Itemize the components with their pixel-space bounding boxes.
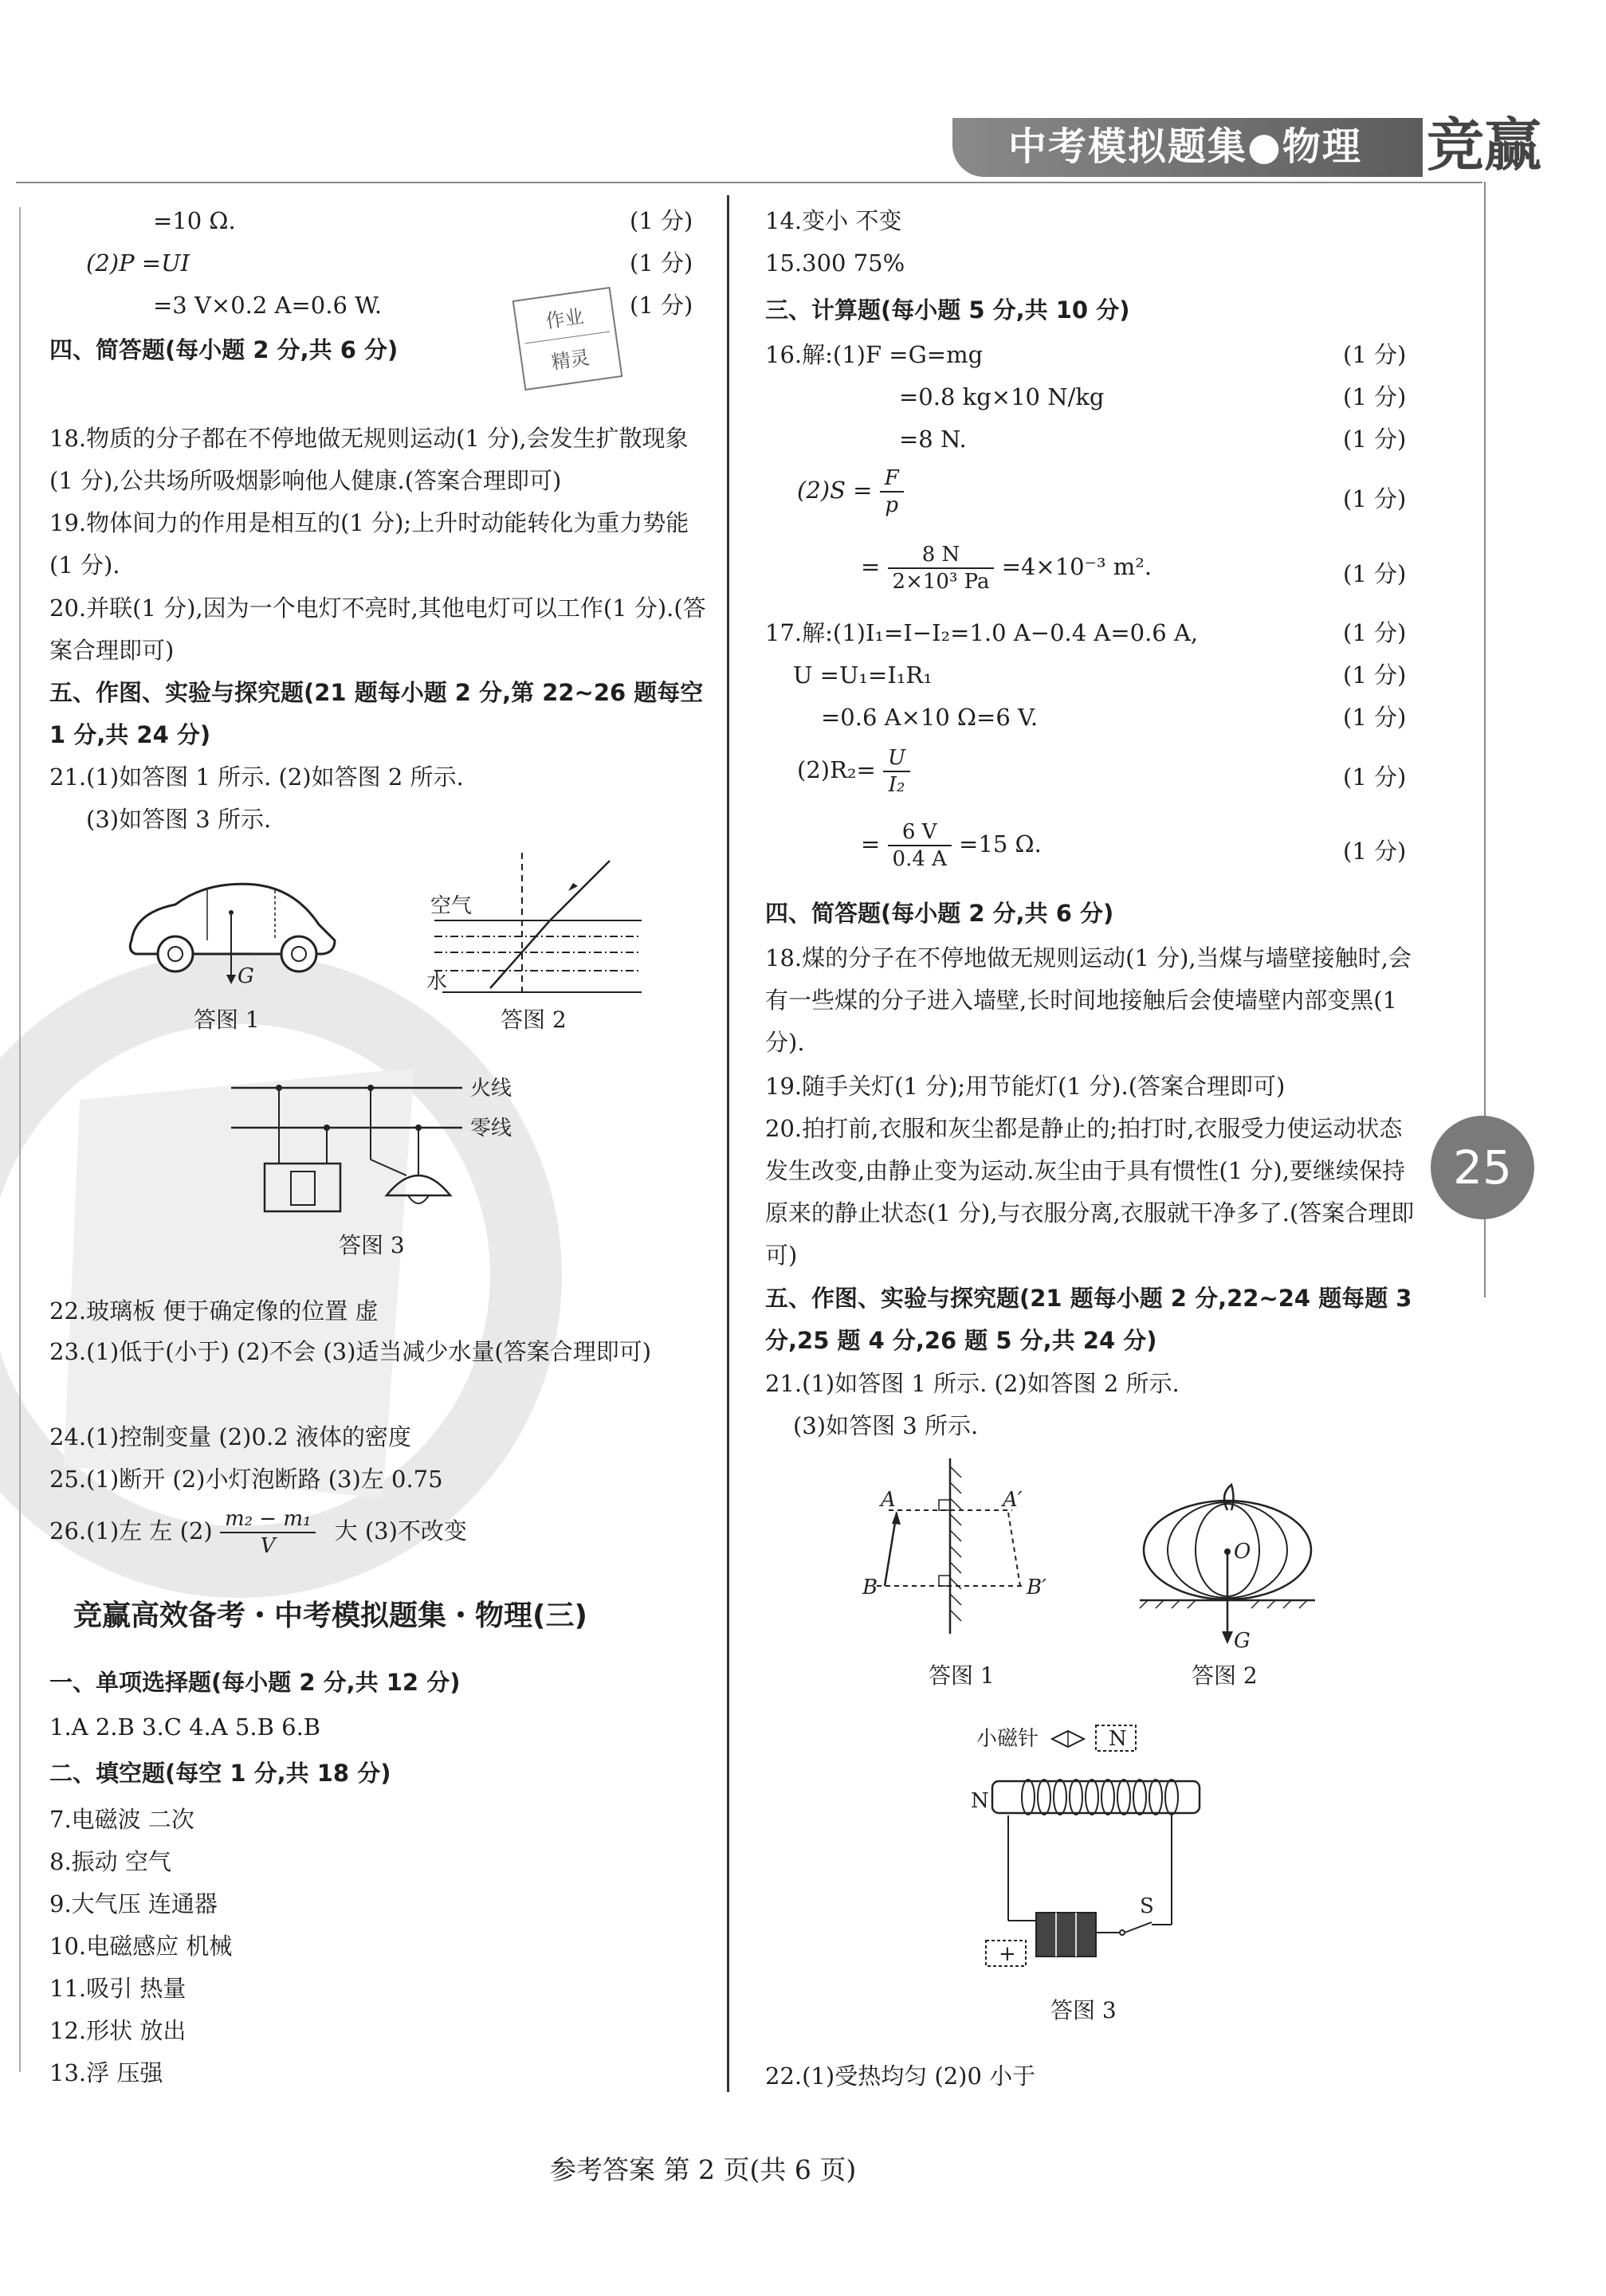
fig1-b2-label: B′ [1027,1576,1047,1599]
left-answer-24: 24.(1)控制变量 (2)0.2 液体的密度 [49,1423,411,1450]
right-16-line-c: =8 N. [899,426,967,453]
right-16-line-a-points: (1 分) [1343,341,1407,368]
right-figure-3-caption: 答图 3 [1050,1997,1117,2023]
fraction-denominator: 0.4 A [892,847,947,871]
right-answer-15: 15.300 75% [765,249,905,277]
left-answer-26-fraction [220,1506,316,1559]
fraction-numerator: 8 N [888,542,995,569]
right-17-d-fraction [883,745,910,798]
left-answer-7: 7.电磁波 二次 [49,1806,194,1833]
right-16-e-fraction [888,542,995,595]
left-answer-23: 23.(1)低于(小于) (2)不会 (3)适当减少水量(答案合理即可) [49,1338,652,1365]
right-figure-3-electromagnet [968,1721,1223,1976]
left-answer-21a: 21.(1)如答图 1 所示. (2)如答图 2 所示. [49,763,464,791]
right-16-line-e-points: (1 分) [1343,560,1407,587]
fig3-coil-n-label: N [971,1789,989,1813]
left-figure-2-refraction [426,845,650,1004]
stamp-bottom: 精灵 [550,346,591,374]
right-16-line-d [797,465,904,518]
right-16-d-fraction [880,465,904,518]
right-17-line-c-points: (1 分) [1343,704,1407,731]
right-17-line-d [797,745,910,798]
right-16-line-b: =0.8 kg×10 N/kg [899,383,1105,410]
left-section-5-heading: 五、作图、实验与探究题(21 题每小题 2 分,第 22~26 题每空 1 分,共 24 分) [49,679,704,748]
right-17-line-d-points: (1 分) [1343,763,1407,791]
right-answer-18: 18.煤的分子在不停地做无规则运动(1 分),当煤与墙壁接触时,会有一些煤的分子进入墙壁,长时间地接触后会使墙壁内部变黑(1 分). [765,944,1412,1056]
right-figure-1-caption: 答图 1 [929,1662,995,1689]
fraction-numerator: F [880,465,904,493]
header-title: 中考模拟题集●物理 [1008,124,1362,169]
left-line-2: (2)P =UI [86,249,190,277]
fraction-numerator: 6 V [888,819,952,846]
right-17-line-c: =0.6 A×10 Ω=6 V. [821,704,1039,731]
section-title: 竞赢高效备考・中考模拟题集・物理(三) [73,1599,587,1632]
left-answer-26-part1: 26.(1)左 左 (2) [49,1517,213,1544]
right-16-e-eq: = [861,553,881,580]
stamp-top: 作业 [544,305,586,333]
left-answer-21b: (3)如答图 3 所示. [86,806,272,833]
right-17-line-e-points: (1 分) [1343,838,1407,865]
left-answer-20: 20.并联(1 分),因为一个电灯不亮时,其他电灯可以工作(1 分).(答案合理即可) [49,595,706,664]
fig2-water-label: 水 [426,970,448,994]
fig1-a2-label: A′ [1003,1488,1023,1512]
left-answer-11: 11.吸引 热量 [49,1975,187,2002]
right-17-d-lhs: (2)R₂= [797,756,876,783]
left-line-2-points: (1 分) [630,249,693,277]
right-answer-14: 14.变小 不变 [765,207,902,234]
fraction-denominator: V [260,1534,276,1558]
right-17-e-fraction [888,819,952,872]
right-answer-20: 20.拍打前,衣服和灰尘都是静止的;拍打时,衣服受力使运动状态发生改变,由静止变为运动.灰尘由于具有惯性(1 分),要继续保持原来的静止状态(1 分),与衣服分离,衣服就干净多了.(答案合理即可) [765,1115,1415,1269]
fraction-denominator: p [885,493,899,517]
left-figure-3-caption: 答图 3 [339,1232,405,1258]
fraction-numerator: m₂ − m₁ [220,1506,316,1533]
right-17-e-eq: = [861,830,881,858]
fig3-plus-label: + [999,1942,1016,1966]
fig3-n-box-label: N [1109,1727,1127,1751]
right-answer-21b: (3)如答图 3 所示. [793,1412,979,1439]
right-16-line-d-points: (1 分) [1343,485,1407,512]
fig3-live-label: 火线 [470,1077,512,1101]
fig2-g-label: G [1234,1629,1251,1653]
left-answer-13: 13.浮 压强 [49,2059,163,2086]
left-answer-26 [49,1506,467,1559]
right-17-line-a-points: (1 分) [1343,619,1407,646]
right-section-3-heading: 三、计算题(每小题 5 分,共 10 分) [765,296,1130,324]
right-answer-22: 22.(1)受热均匀 (2)0 小于 [765,2062,1036,2090]
left-answers-1-6: 1.A 2.B 3.C 4.A 5.B 6.B [49,1713,321,1741]
left-line-3: =3 V×0.2 A=0.6 W. [153,292,383,319]
left-answer-10: 10.电磁感应 机械 [49,1933,233,1960]
left-figure-2-caption: 答图 2 [501,1007,567,1033]
header-logo: 竞赢 [1427,112,1542,179]
fig3-s-label: S [1140,1894,1154,1918]
left-answer-8: 8.振动 空气 [49,1848,171,1875]
right-17-line-b: U =U₁=I₁R₁ [793,661,933,689]
right-16-line-c-points: (1 分) [1343,426,1407,453]
left-answer-19: 19.物体间力的作用是相互的(1 分);上升时动能转化为重力势能(1 分). [49,509,689,579]
left-answer-9: 9.大气压 连通器 [49,1890,218,1917]
right-answer-19: 19.随手关灯(1 分);用节能灯(1 分).(答案合理即可) [765,1073,1286,1100]
fraction-denominator: I₂ [888,773,905,797]
stamp [512,287,623,391]
right-figure-2-pumpkin [1132,1478,1323,1654]
fig3-needle-label: 小磁针 [976,1727,1039,1751]
fig1-g-label: G [238,964,254,988]
right-answer-21a: 21.(1)如答图 1 所示. (2)如答图 2 所示. [765,1370,1180,1397]
fig1-b-label: B [862,1576,878,1599]
left-line-1-points: (1 分) [630,207,693,234]
right-16-line-e [861,542,1152,595]
right-figure-2-caption: 答图 2 [1192,1662,1258,1689]
right-16-e-result: =4×10⁻³ m². [1001,553,1152,580]
left-answer-18: 18.物质的分子都在不停地做无规则运动(1 分),会发生扩散现象(1 分),公共场所吸烟影响他人健康.(答案合理即可) [49,425,689,494]
fig2-air-label: 空气 [430,894,473,918]
fig3-neutral-label: 零线 [470,1117,512,1140]
left-margin-rule [19,207,21,2072]
left-figure-3-circuit [231,1060,550,1219]
left-answer-25: 25.(1)断开 (2)小灯泡断路 (3)左 0.75 [49,1466,443,1493]
right-16-d-lhs: (2)S = [797,477,873,504]
fraction-numerator: U [883,745,910,772]
right-figure-1-mirror [853,1450,1068,1642]
left-answer-26-part2: 大 (3)不改变 [334,1517,467,1544]
right-17-line-a: 17.解:(1)I₁=I−I₂=1.0 A−0.4 A=0.6 A, [765,619,1199,646]
left-answer-22: 22.玻璃板 便于确定像的位置 虚 [49,1297,379,1325]
fig2-o-label: O [1234,1540,1251,1564]
left-answer-12: 12.形状 放出 [49,2017,187,2044]
right-17-e-result: =15 Ω. [959,830,1042,858]
column-divider [727,195,729,2092]
left-section-1-heading: 一、单项选择题(每小题 2 分,共 12 分) [49,1669,461,1696]
page-number: 25 [1453,1140,1512,1195]
left-line-3-points: (1 分) [630,292,693,319]
right-16-line-b-points: (1 分) [1343,383,1407,410]
footer: 参考答案 第 2 页(共 6 页) [550,2154,857,2185]
left-section-4-heading: 四、简答题(每小题 2 分,共 6 分) [49,336,399,363]
left-section-2-heading: 二、填空题(每空 1 分,共 18 分) [49,1760,391,1787]
left-figure-1-car [120,865,351,992]
right-16-line-a: 16.解:(1)F =G=mg [765,341,984,368]
header-rule [16,182,1482,183]
left-figure-1-caption: 答图 1 [194,1007,260,1033]
right-17-line-b-points: (1 分) [1343,661,1407,689]
left-line-1: =10 Ω. [153,207,236,234]
fraction-denominator: 2×10³ Pa [892,570,990,594]
right-section-4-heading: 四、简答题(每小题 2 分,共 6 分) [765,900,1114,927]
page-number-badge [1431,1116,1534,1219]
right-17-line-e [861,819,1042,872]
fig1-a-label: A [881,1488,896,1512]
right-section-5-heading: 五、作图、实验与探究题(21 题每小题 2 分,22~24 题每题 3 分,25 题 4 分,26 题 5 分,共 24 分) [765,1285,1412,1354]
